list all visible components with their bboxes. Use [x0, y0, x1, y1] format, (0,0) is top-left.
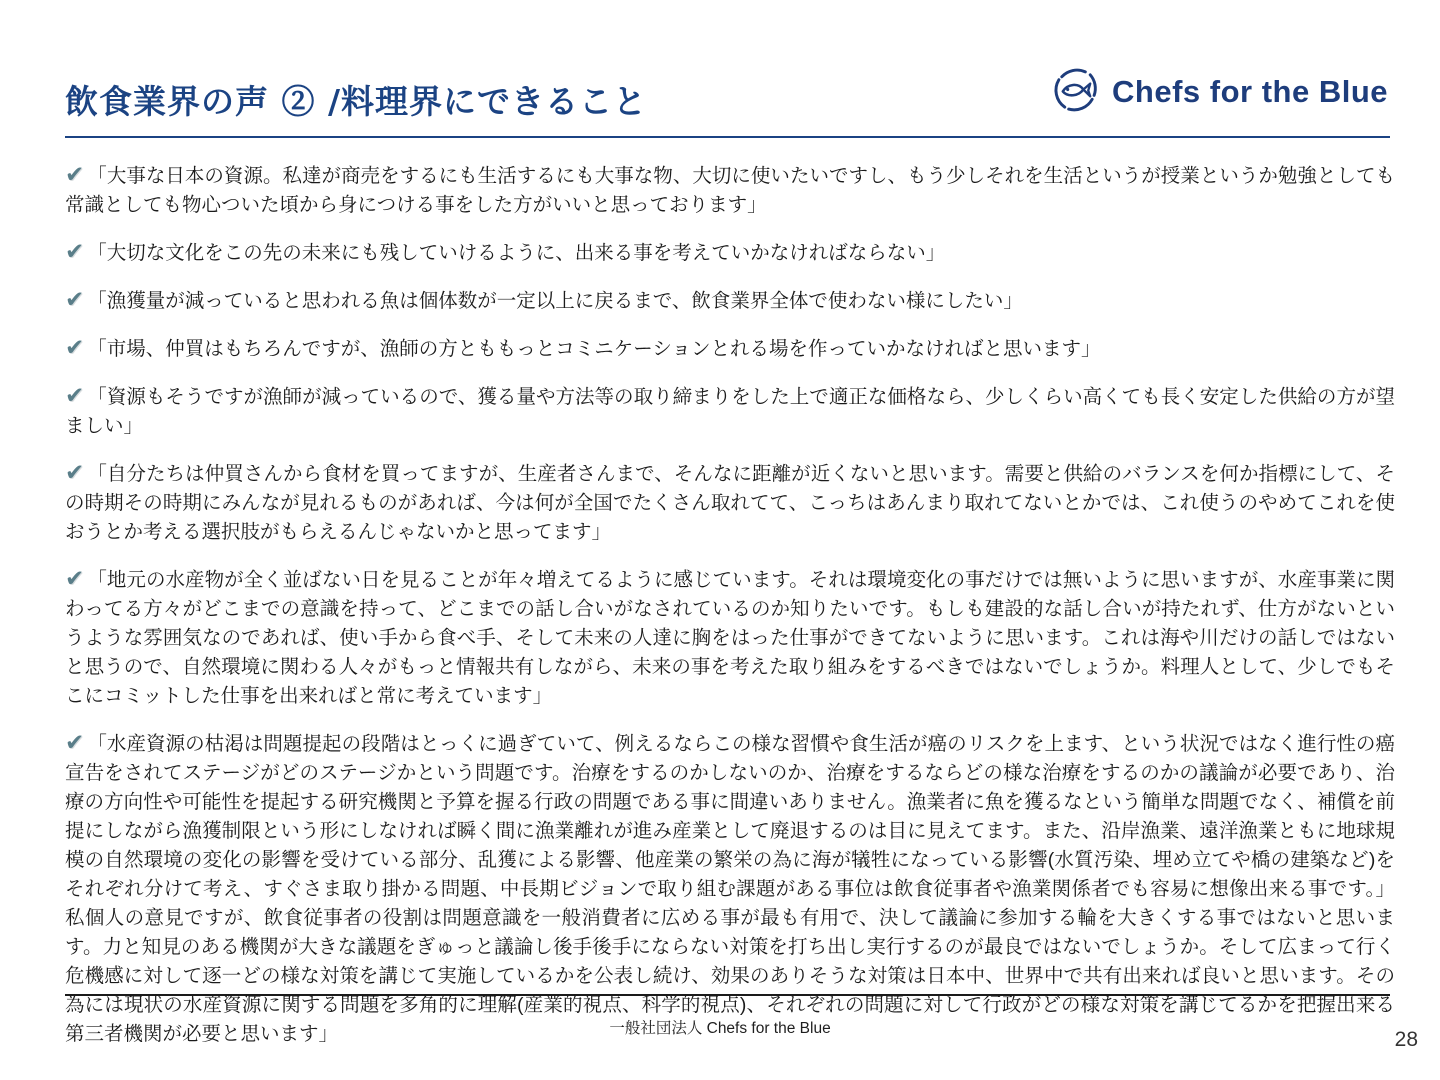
- quote-text: 「大切な文化をこの先の未来にも残していけるように、出来る事を考えていかなければならない」: [87, 242, 946, 264]
- quote-text: 「市場、仲買はもちろんですが、漁師の方とももっとコミニケーションとれる場を作っていかなければと思います」: [87, 338, 1101, 360]
- checkmark-icon: ✔: [65, 161, 85, 187]
- quote-list: [65, 160, 1395, 1066]
- checkmark-icon: ✔: [65, 382, 85, 408]
- quote-text: 「地元の水産物が全く並ばない日を見ることが年々増えてるように感じています。それは環境変化の事だけでは無いように思いますが、水産事業に関わってる方々がどこまでの意識を持って、どこまでの話し合いがなされているのか知りたいです。もしも建設的な話し合いが持たれず、仕方がないというような雰囲気なのであれば、使い手から食べ手、そして未来の人達に胸をはった仕事ができてないように思います。これは海や川だけの話しではないと思うので、自然環境に関わる人々がもっと情報共有しながら、未来の事を考えた取り組みをするべきではないでしょうか。料理人として、少しでもそこにコミットした仕事を出来ればと常に考えています」: [65, 569, 1395, 707]
- fish-circle-logo-icon: [1053, 66, 1100, 118]
- chefs-for-the-blue-logo: [1053, 62, 1390, 118]
- header: [65, 62, 1390, 123]
- checkmark-icon: ✔: [65, 565, 85, 591]
- checkmark-icon: ✔: [65, 238, 85, 264]
- quote-item-6: [65, 458, 1395, 547]
- quote-item-4: [65, 333, 1395, 364]
- quote-item-2: [65, 237, 1395, 268]
- checkmark-icon: ✔: [65, 286, 85, 312]
- quote-item-3: [65, 285, 1395, 316]
- footer-organization: 一般社団法人 Chefs for the Blue: [609, 1020, 831, 1037]
- quote-item-1: [65, 160, 1395, 220]
- quote-item-8: [65, 728, 1395, 1049]
- logo-wordmark: Chefs for the Blue: [1112, 74, 1388, 109]
- footer-divider: [65, 994, 1390, 996]
- quote-text: 「大事な日本の資源。私達が商売をするにも生活するにも大事な物、大切に使いたいですし、もう少しそれを生活というが授業というか勉強としても常識としても物心ついた頃から身につける事をした方がいいと思っております」: [65, 165, 1395, 216]
- quote-text: 「資源もそうですが漁師が減っているので、獲る量や方法等の取り締まりをした上で適正な価格なら、少しくらい高くても長く安定した供給の方が望ましい」: [65, 386, 1395, 437]
- quote-item-7: [65, 564, 1395, 711]
- page-title: 飲食業界の声 ② /料理界にできること: [65, 82, 648, 121]
- quote-text: 「漁獲量が減っていると思われる魚は個体数が一定以上に戻るまで、飲食業界全体で使わない様にしたい」: [87, 290, 1023, 312]
- title-divider: [65, 136, 1390, 138]
- quote-text: 「自分たちは仲買さんから食材を買ってますが、生産者さんまで、そんなに距離が近くないと思います。需要と供給のバランスを何か指標にして、その時期その時期にみんなが見れるものがあれば、今は何が全国でたくさん取れてて、こっちはあんまり取れてないとかでは、これ使うのやめてこれを使おうとか考える選択肢がもらえるんじゃないかと思ってます」: [65, 463, 1395, 543]
- page-number: 28: [1394, 1028, 1418, 1051]
- checkmark-icon: ✔: [65, 334, 85, 360]
- quote-item-5: [65, 381, 1395, 441]
- checkmark-icon: ✔: [65, 729, 85, 755]
- quote-text: 「水産資源の枯渇は問題提起の段階はとっくに過ぎていて、例えるならこの様な習慣や食生活が癌のリスクを上ます、という状況ではなく進行性の癌宣告をされてステージがどのステージかという問題です。治療をするのかしないのか、治療をするならどの様な治療をするのかの議論が必要であり、治療の方向性や可能性を提起する研究機関と予算を握る行政の問題である事に間違いありません。漁業者に魚を獲るなという簡単な問題でなく、補償を前提にしながら漁獲制限という形にしなければ瞬く間に漁業離れが進み産業として廃退するのは目に見えてます。また、沿岸漁業、遠洋漁業ともに地球規模の自然環境の変化の影響を受けている部分、乱獲による影響、他産業の繁栄の為に海が犠牲になっている影響(水質汚染、埋め立てや橋の建築など)をそれぞれ分けて考え、すぐさま取り掛かる問題、中長期ビジョンで取り組む課題がある事位は飲食従事者や漁業関係者でも容易に想像出来る事です。」私個人の意見ですが、飲食従事者の役割は問題意識を一般消費者に広める事が最も有用で、決して議論に参加する輪を大きくする事ではないと思います。力と知見のある機関が大きな議題をぎゅっと議論し後手後手にならない対策を打ち出し実行するのが最良ではないでしょうか。そして広まって行く危機感に対して逐一どの様な対策を講じて実施しているかを公表し続け、効果のありそうな対策は日本中、世界中で共有出来れば良いと思います。その為には現状の水産資源に関する問題を多角的に理解(産業的視点、科学的視点)、それぞれの問題に対して行政がどの様な対策を講じてるかを把握出来る第三者機関が必要と思います」: [65, 733, 1395, 1045]
- checkmark-icon: ✔: [65, 459, 85, 485]
